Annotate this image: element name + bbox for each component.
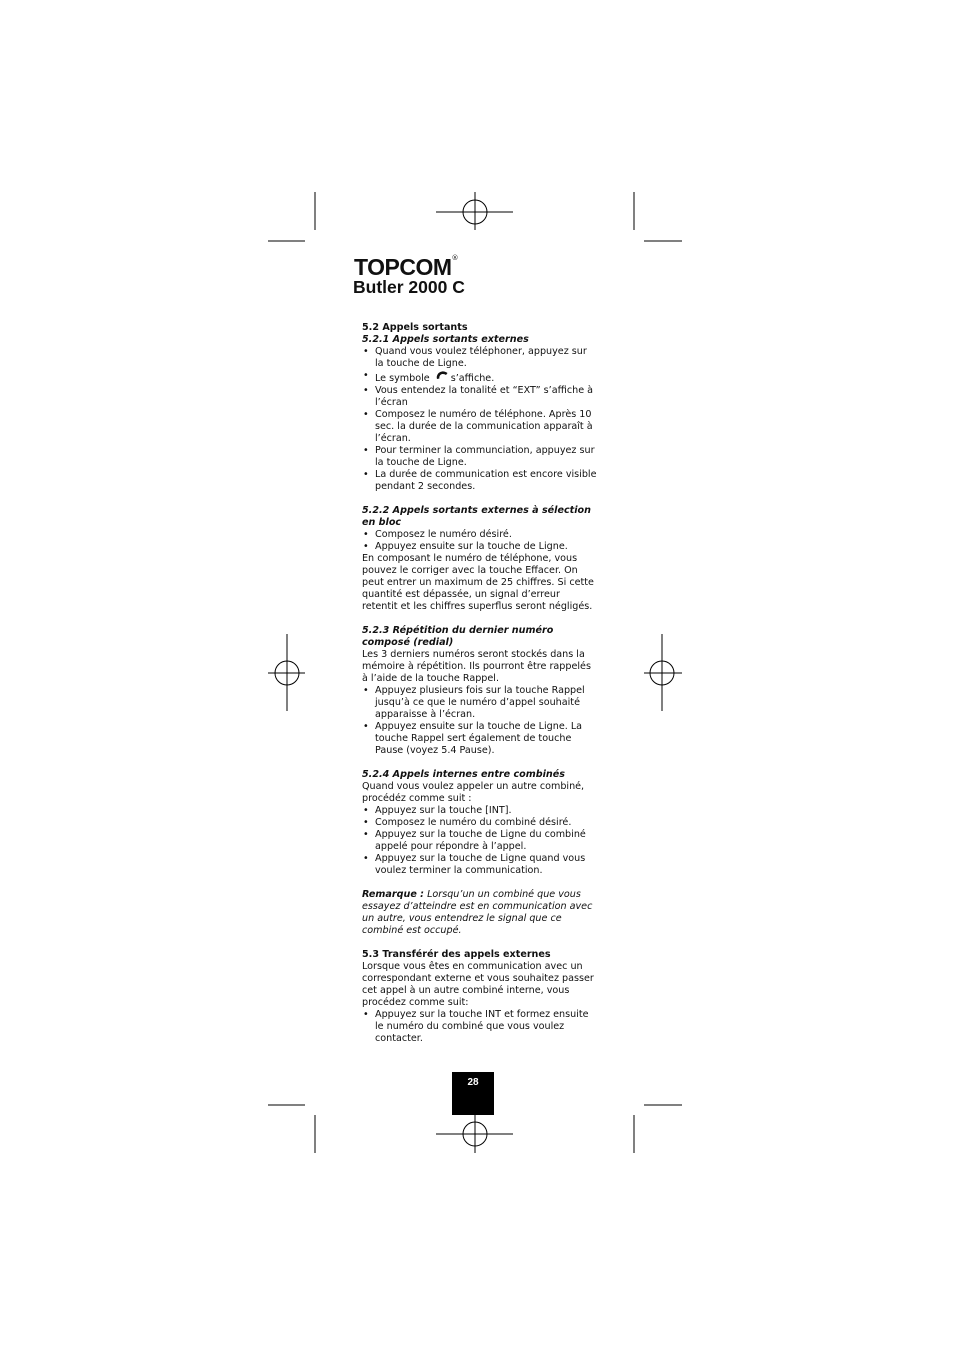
list-item: • Composez le numéro désiré. [362,529,598,541]
remark-label: Remarque : [362,889,424,900]
section-5-2-3-list [362,685,598,757]
remark [362,889,598,937]
section-5-2-1-title: 5.2.1 Appels sortants externes [362,334,529,345]
section-5-2-4-paragraph: Quand vous voulez appeler un autre combiné, procédéz comme suit : [362,781,585,804]
section-5-2-3-title: 5.2.3 Répétition du dernier numéro composé (redial) [362,625,554,648]
list-item [362,370,598,385]
list-item: • Appuyez ensuite sur la touche de Ligne. La touche Rappel sert également de touche Pause (voyez 5.4 Pause). [362,721,598,757]
remark-text: Lorsqu’un un combiné que vous essayez d’atteindre est en communication avec un autre, vous entendrez le signal que ce combiné est occupé. [362,889,593,936]
section-5-2-1-list [362,346,598,493]
list-item: • Appuyez sur la touche [INT]. [362,805,598,817]
list-item: • Quand vous voulez téléphoner, appuyez sur la touche de Ligne. [362,346,598,370]
list-item-text: Le symbole [375,373,430,384]
manual-content [362,322,598,1045]
section-5-2-2-paragraph: En composant le numéro de téléphone, vous pouvez le corriger avec la touche Effacer. On peut entrer un maximum de 25 chiffres. Si cette quantité est dépassée, un signal d’erreur retentit et les chiffres superflus seront négligés. [362,553,594,612]
list-item: • Appuyez sur la touche de Ligne du combiné appelé pour répondre à l’appel. [362,829,598,853]
section-5-2-title: 5.2 Appels sortants [362,322,468,333]
section-5-3-title: 5.3 Transférér des appels externes [362,949,551,960]
list-item: • Appuyez plusieurs fois sur la touche Rappel jusqu’à ce que le numéro d’appel souhaité apparaisse à l’écran. [362,685,598,721]
list-item: • Appuyez sur la touche de Ligne quand vous voulez terminer la communication. [362,853,598,877]
registered-mark: ® [451,254,459,262]
section-5-2-3-paragraph: Les 3 derniers numéros seront stockés dans la mémoire à répétition. Ils pourront être rappelés à l’aide de la touche Rappel. [362,649,591,684]
section-5-3-paragraph: Lorsque vous êtes en communication avec un correspondant externe et vous souhaitez passer cet appel à un autre combiné interne, vous procédez comme suit: [362,961,594,1008]
logo-wordmark: TOPCOM [354,254,452,280]
list-item-suffix: s’affiche. [450,373,495,384]
list-item: • Pour terminer la communciation, appuyez sur la touche de Ligne. [362,445,598,469]
handset-icon [435,370,449,385]
list-item: • Vous entendez la tonalité et “EXT” s’affiche à l’écran [362,385,598,409]
section-5-2-2-title: 5.2.2 Appels sortants externes à sélection en bloc [362,505,591,528]
section-5-3-list [362,1009,598,1045]
list-item: • Composez le numéro de téléphone. Après 10 sec. la durée de la communication apparaît à l’écran. [362,409,598,445]
list-item: • Appuyez sur la touche INT et formez ensuite le numéro du combiné que vous voulez contacter. [362,1009,598,1045]
section-5-2-4-title: 5.2.4 Appels internes entre combinés [362,769,565,780]
product-title: Butler 2000 C [353,277,465,297]
section-5-2-4-list [362,805,598,877]
list-item: • La durée de communication est encore visible pendant 2 secondes. [362,469,598,493]
list-item: • Appuyez ensuite sur la touche de Ligne. [362,541,598,553]
page-number: 28 [452,1072,494,1115]
list-item: • Composez le numéro du combiné désiré. [362,817,598,829]
section-5-2-2-list [362,529,598,553]
